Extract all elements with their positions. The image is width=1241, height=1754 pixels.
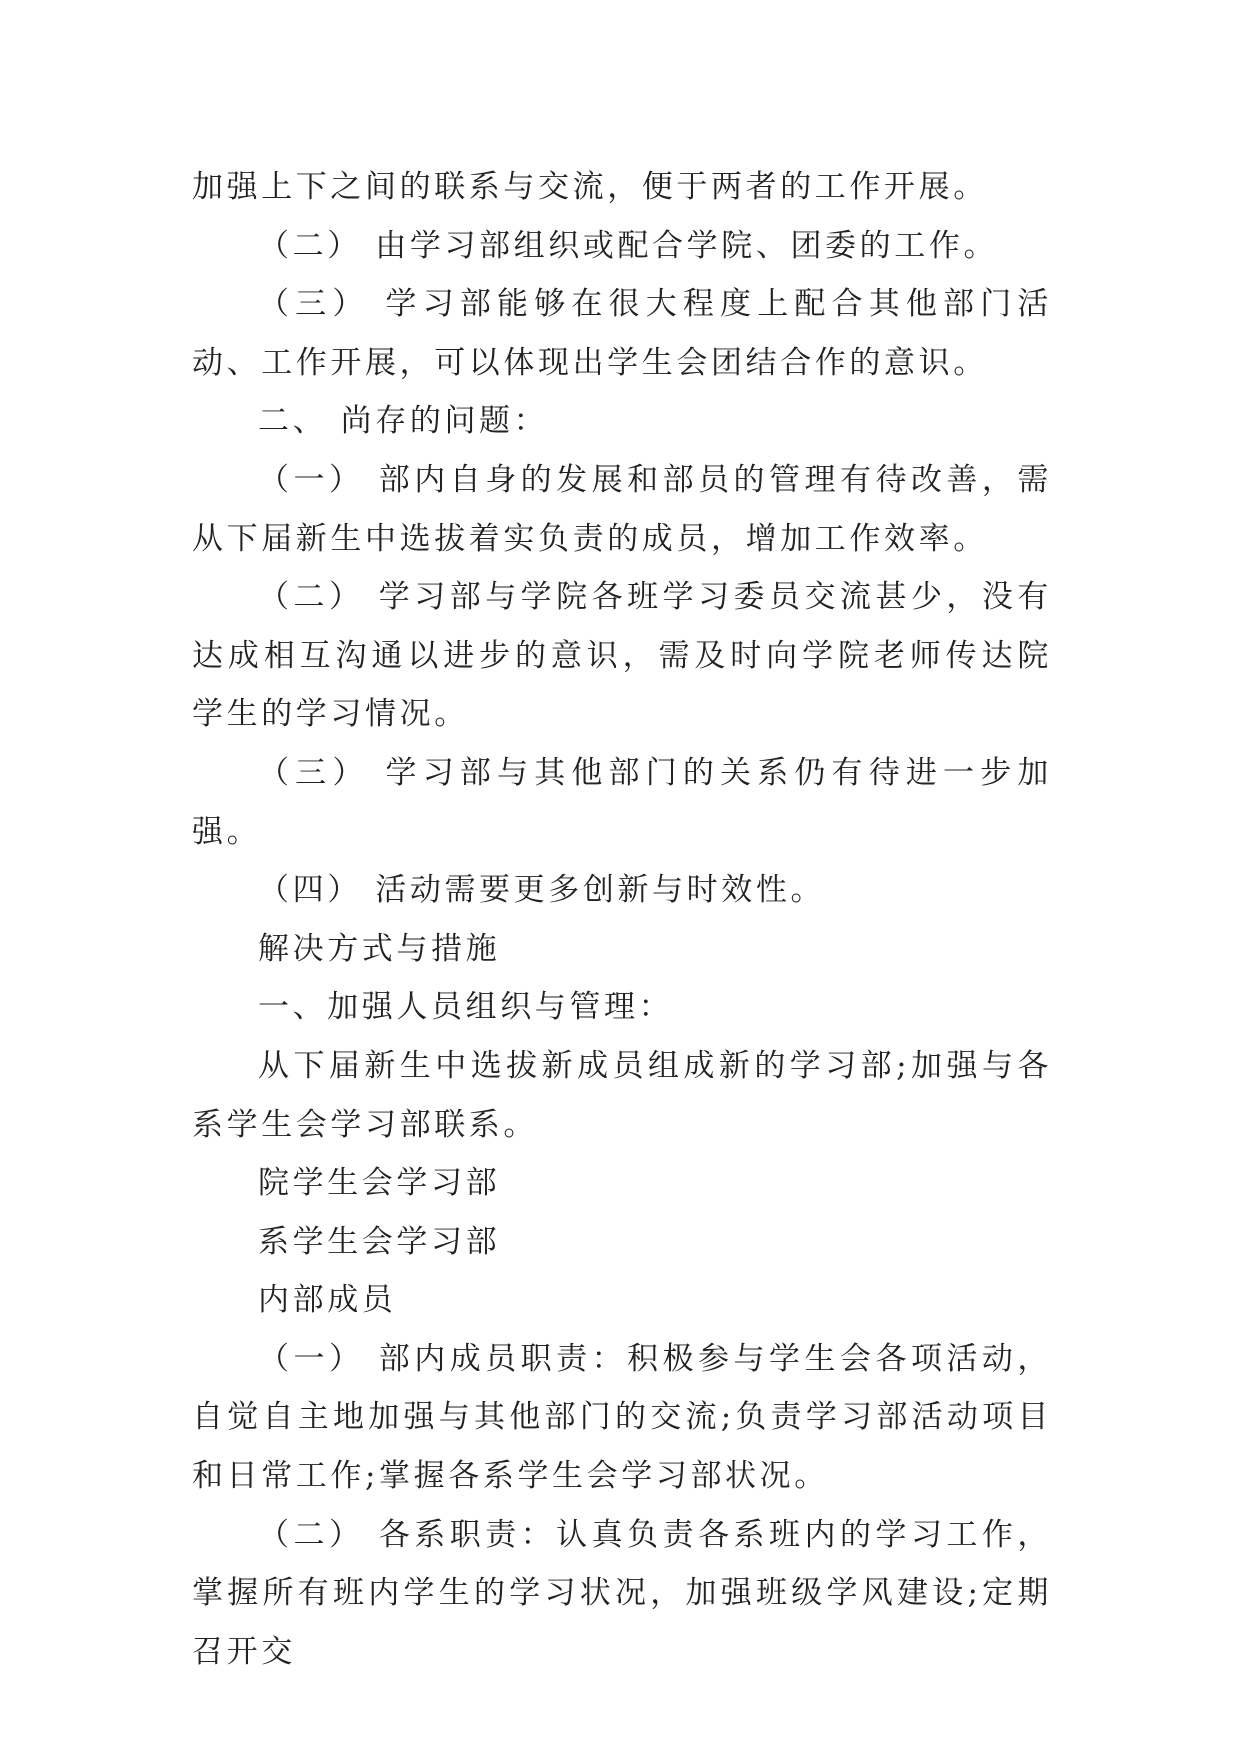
section-heading: 解决方式与措施 xyxy=(258,930,501,967)
hierarchy-item: 院学生会学习部 xyxy=(258,1165,501,1202)
paragraph: （二） 由学习部组织或配合学院、团委的工作。 xyxy=(258,227,999,264)
section-heading: 一、加强人员组织与管理： xyxy=(258,989,674,1026)
document-body xyxy=(192,158,1052,1681)
section-heading: 二、 尚存的问题： xyxy=(258,403,549,440)
paragraph: （四） 活动需要更多创新与时效性。 xyxy=(258,872,826,909)
paragraph: （三） 学习部与其他部门的关系仍有待进一步加强。 xyxy=(192,754,1052,850)
paragraph: 从下届新生中选拔新成员组成新的学习部;加强与各系学生会学习部联系。 xyxy=(192,1047,1052,1143)
paragraph: 加强上下之间的联系与交流，便于两者的工作开展。 xyxy=(192,169,988,205)
paragraph: （一） 部内成员职责：积极参与学生会各项活动，自觉自主地加强与其他部门的交流;负责学习部活动项目和日常工作;掌握各系学生会学习部状况。 xyxy=(192,1340,1052,1495)
paragraph: （二） 学习部与学院各班学习委员交流甚少，没有达成相互沟通以进步的意识，需及时向学院老师传达院学生的学习情况。 xyxy=(192,579,1052,733)
paragraph: （二） 各系职责：认真负责各系班内的学习工作，掌握所有班内学生的学习状况，加强班级学风建设;定期召开交 xyxy=(192,1516,1052,1670)
paragraph: （三） 学习部能够在很大程度上配合其他部门活动、工作开展，可以体现出学生会团结合作的意识。 xyxy=(192,286,1052,381)
hierarchy-item: 系学生会学习部 xyxy=(258,1223,501,1260)
hierarchy-item: 内部成员 xyxy=(258,1282,397,1319)
paragraph: （一） 部内自身的发展和部员的管理有待改善，需从下届新生中选拔着实负责的成员，增加工作效率。 xyxy=(192,461,1052,557)
